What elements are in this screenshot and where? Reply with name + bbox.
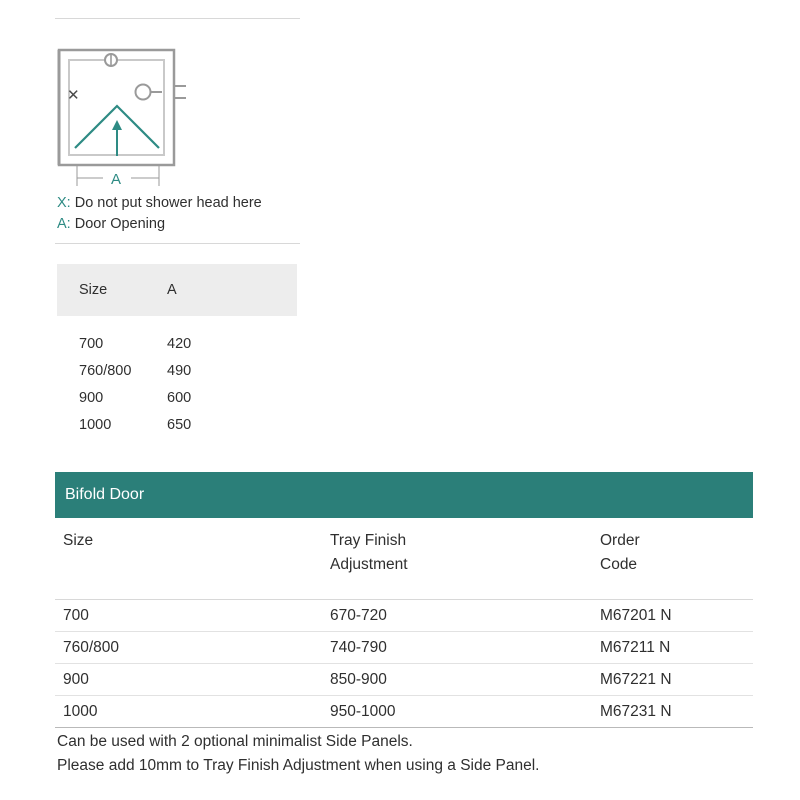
cell-order-code: M67201 N xyxy=(600,606,672,624)
table-row xyxy=(55,664,753,696)
footnote-line-1: Can be used with 2 optional minimalist Side Panels. xyxy=(57,733,413,750)
footnote-line-2: Please add 10mm to Tray Finish Adjustment when using a Side Panel. xyxy=(57,757,540,774)
cell-tray-adjustment: 740-790 xyxy=(330,638,387,656)
table-row xyxy=(57,411,297,438)
legend-item xyxy=(57,214,262,235)
table-row xyxy=(55,600,753,632)
cell-tray-adjustment: 670-720 xyxy=(330,606,387,624)
cell-size: 900 xyxy=(79,389,104,406)
header-size-label: Size xyxy=(63,532,94,549)
cell-a: 600 xyxy=(167,389,192,406)
cell-size: 700 xyxy=(63,606,89,624)
table-row xyxy=(55,632,753,664)
svg-text:A: A xyxy=(111,171,122,188)
legend-key: X: xyxy=(57,195,71,211)
legend-key: A: xyxy=(57,216,71,232)
header-tray-line1: Tray Finish xyxy=(330,532,407,549)
size-table xyxy=(57,264,297,438)
legend-text: Door Opening xyxy=(74,216,166,232)
cell-size: 760/800 xyxy=(79,362,132,379)
size-table-header-row xyxy=(57,264,297,316)
header-order-line1: Order xyxy=(600,532,640,549)
bifold-door-table xyxy=(55,472,753,728)
diagram-svg xyxy=(55,28,305,188)
table-row xyxy=(57,357,297,384)
bifold-door-title: Bifold Door xyxy=(55,472,753,518)
cell-a: 490 xyxy=(167,362,192,379)
cell-a: 420 xyxy=(167,335,192,352)
header-tray-line2: Adjustment xyxy=(330,556,408,573)
legend-item xyxy=(57,193,262,214)
footnotes xyxy=(57,730,540,778)
table-row xyxy=(57,384,297,411)
cell-size: 700 xyxy=(79,335,104,352)
size-table-body xyxy=(57,316,297,438)
cell-tray-adjustment: 950-1000 xyxy=(330,702,396,720)
cell-size: 1000 xyxy=(63,702,98,720)
table-row xyxy=(57,330,297,357)
header-order-code xyxy=(600,529,750,577)
cell-order-code: M67211 N xyxy=(600,638,671,656)
size-table-header-a: A xyxy=(167,282,177,298)
cell-a: 650 xyxy=(167,416,192,433)
diagram-legend xyxy=(57,193,262,235)
cell-tray-adjustment: 850-900 xyxy=(330,670,387,688)
cell-size: 1000 xyxy=(79,416,112,433)
header-tray-finish-adjustment xyxy=(330,529,600,577)
size-table-header-size: Size xyxy=(79,282,108,298)
table-row xyxy=(55,696,753,728)
legend-divider xyxy=(55,243,300,244)
cell-order-code: M67231 N xyxy=(600,702,672,720)
cell-size: 760/800 xyxy=(63,638,120,656)
svg-text:✕: ✕ xyxy=(67,87,80,104)
cell-order-code: M67221 N xyxy=(600,670,672,688)
cell-size: 900 xyxy=(63,670,89,688)
header-size xyxy=(55,529,330,577)
shower-door-diagram xyxy=(55,10,305,188)
header-order-line2: Code xyxy=(600,556,638,573)
bifold-door-header-row xyxy=(55,518,753,577)
legend-text: Do not put shower head here xyxy=(74,195,262,211)
